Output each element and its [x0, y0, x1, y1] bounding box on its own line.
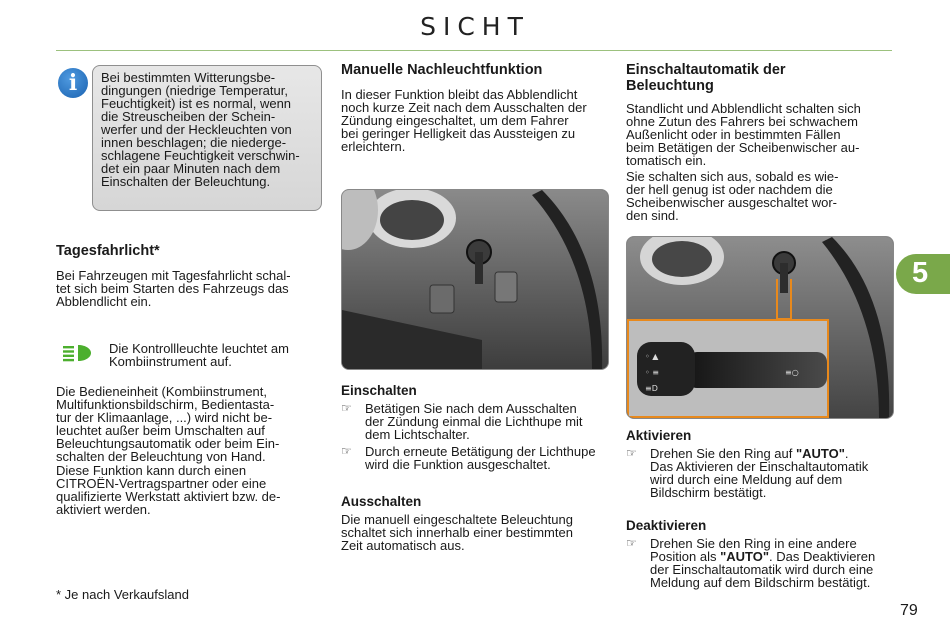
indicator-text: Die Kontrollleuchte leuchtet am Kombiinstrument auf. [109, 341, 289, 369]
dashboard-photo-right [626, 236, 894, 419]
bedieneinheit-paragraph: Die Bedieneinheit (Kombiinstrument, Multifunktionsbildschirm, Bedientasta- tur der Klimaanlage, ...) wird nicht be- leuchtet außer beim Umschalten auf Beleuchtungsautomatik oder beim Ein- schalten der Beleuchtung von Hand. [56, 384, 280, 464]
svg-text:≡D: ≡D [645, 384, 658, 393]
pointing-hand-icon: ☞ [626, 536, 637, 550]
einschaltautomatik-paragraph-1: Standlicht und Abblendlicht schalten sich ohne Zutun des Fahrers bei schwachem Außenlicht oder in bestimmten Fällen beim Betätigen der Scheibenwischer au- tomatisch ein. [626, 101, 861, 168]
aktivieren-bullet [626, 447, 893, 499]
pointing-hand-icon: ☞ [626, 446, 637, 460]
nachleuchtfunktion-intro: In dieser Funktion bleibt das Abblendlicht noch kurze Zeit nach dem Ausschalten der Zündung eingeschaltet, um dem Fahrer bei geringer Helligkeit das Aussteigen zu erleichtern. [341, 87, 587, 154]
section-heading-nachleuchtfunktion: Manuelle Nachleuchtfunktion [341, 62, 543, 78]
einschalten-bullets [341, 402, 608, 471]
page-title: SICHT [420, 12, 530, 41]
bullet-item: ☞ Drehen Sie den Ring auf "AUTO". Das Aktivieren der Einschaltautomatik wird durch eine Meldung auf dem Bildschirm bestätigt. [626, 446, 869, 500]
section-heading-einschaltautomatik: Einschaltautomatik der Beleuchtung [626, 62, 786, 94]
title-divider [56, 50, 892, 51]
dashboard-photo-left [341, 189, 609, 370]
ausschalten-text: Die manuell eingeschaltete Beleuchtung schaltet sich innerhalb einer bestimmten Zeit automatisch aus. [341, 512, 573, 553]
svg-text:◦ ▲: ◦ ▲ [645, 352, 659, 361]
bullet-item: ☞ Betätigen Sie nach dem Ausschalten der Zündung einmal die Lichthupe mit dem Lichtschalter. [341, 401, 583, 442]
footnote: * Je nach Verkaufsland [56, 587, 189, 602]
subheading-einschalten: Einschalten [341, 383, 417, 398]
pointing-hand-icon: ☞ [341, 444, 352, 458]
subheading-ausschalten: Ausschalten [341, 494, 422, 509]
subheading-deaktivieren: Deaktivieren [626, 518, 707, 533]
bullet-item: ☞ Durch erneute Betätigung der Lichthupe wird die Funktion ausgeschaltet. [341, 444, 596, 472]
svg-text:◦ ≡: ◦ ≡ [645, 368, 659, 377]
subheading-aktivieren: Aktivieren [626, 428, 692, 443]
bullet-item: ☞ Drehen Sie den Ring in eine andere Position als "AUTO". Das Deaktivieren der Einschaltautomatik wird durch eine Meldung auf dem Bildschirm bestätigt. [626, 536, 876, 590]
info-text: Bei bestimmten Witterungsbe- dingungen (niedrige Temperatur, Feuchtigkeit) ist es normal, wenn die Streuscheiben der Schein- werfer und der Heckleuchten von innen beschlagen; die niederge- schlagene Feuchtigkeit verschwin- det ein paar Minuten nach dem Einschalten der Beleuchtung. [101, 70, 300, 189]
page-number: 79 [900, 602, 918, 619]
pointing-hand-icon: ☞ [341, 401, 352, 415]
deaktivieren-bullet [626, 537, 893, 589]
section-heading-tagesfahrlicht: Tagesfahrlicht* [56, 243, 160, 259]
tagesfahrlicht-intro: Bei Fahrzeugen mit Tagesfahrlicht schal- tet sich beim Starten des Fahrzeugs das Abblendlicht ein. [56, 268, 291, 309]
vertragspartner-paragraph: Diese Funktion kann durch einen CITROËN-Vertragspartner oder eine qualifizierte Werkstatt aktiviert bzw. de- aktiviert werden. [56, 463, 281, 517]
daytime-running-light-icon [60, 342, 96, 369]
chapter-tab[interactable]: 5 [896, 254, 950, 294]
einschaltautomatik-paragraph-2: Sie schalten sich aus, sobald es wie- der hell genug ist oder nachdem die Scheibenwischer ausgeschaltet wor- den sind. [626, 169, 839, 223]
svg-text:≡○: ≡○ [785, 368, 799, 377]
info-icon: i [58, 68, 88, 98]
